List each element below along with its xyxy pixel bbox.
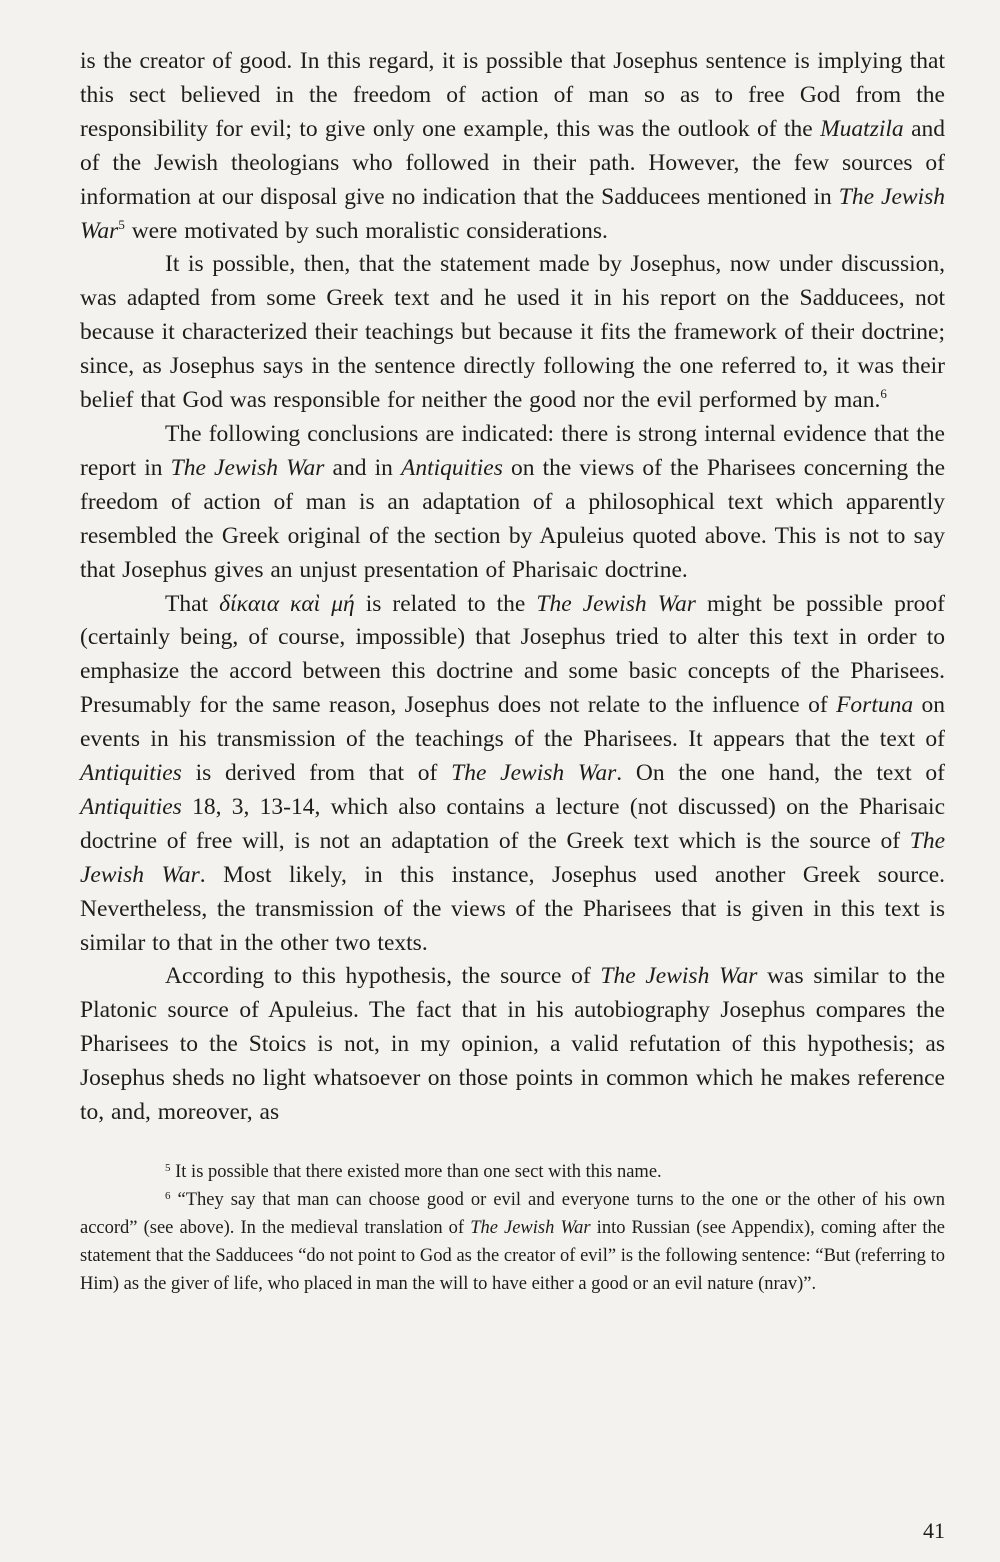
italic-text: δίκαια καὶ μή bbox=[219, 590, 355, 617]
text-run: . On the one hand, the text of bbox=[616, 760, 945, 787]
italic-text: Antiquities bbox=[401, 454, 503, 481]
footnote-marker: 6 bbox=[165, 1190, 171, 1202]
text-run: might be possible proof (certainly being, of course, impossible) that Josephus tried to alter this text in order to emphasize the accord between this doctrine and some basic concepts of the Pharisees. Presumably for the same reason, Josephus does not relate to the influence of bbox=[80, 590, 945, 719]
text-run: The following conclusions are indicated: there is strong internal evidence that the report in bbox=[80, 420, 945, 481]
text-run: It is possible that there existed more than one sect with this name. bbox=[170, 1162, 662, 1182]
text-run: . Most likely, in this instance, Josephus used another Greek source. Nevertheless, the transmission of the views of the Pharisees that is given in this text is similar to that in the other two texts. bbox=[80, 861, 945, 956]
body-text bbox=[80, 45, 945, 1130]
footnote-marker: 5 bbox=[118, 216, 125, 232]
text-run: is related to the bbox=[354, 590, 537, 617]
text-run: “They say that man can choose good or evil and everyone turns to the one or the other of his own accord” (see above). In the medieval translation of bbox=[80, 1190, 945, 1238]
paragraph bbox=[80, 588, 945, 961]
paragraph bbox=[80, 960, 945, 1130]
italic-text: Antiquities bbox=[80, 793, 182, 820]
text-run: were motivated by such moralistic considerations. bbox=[124, 217, 608, 244]
italic-text: The Jewish War bbox=[470, 1218, 591, 1238]
text-run: According to this hypothesis, the source of bbox=[165, 963, 601, 990]
italic-text: The Jewish War bbox=[600, 963, 758, 990]
footnote bbox=[80, 1158, 945, 1186]
text-run: on the views of the Pharisees concerning the freedom of action of man is an adaptation of a philosophical text which apparently resembled the Greek original of the section by Apuleius quoted above. This is not to say that Josephus gives an unjust presentation of Pharisaic doctrine. bbox=[80, 454, 946, 583]
text-run: and of the Jewish theologians who followed in their path. However, the few sources of information at our disposal give no indication that the Sadducees mentioned in bbox=[80, 115, 945, 210]
page-number: 41 bbox=[923, 1518, 945, 1543]
text-run: was similar to the Platonic source of Apuleius. The fact that in his autobiography Josephus compares the Pharisees to the Stoics is not, in my opinion, a valid refutation of this hypothesis; as Josephus sheds no light whatsoever on those points in common which he makes reference to, and, moreover, as bbox=[80, 963, 945, 1126]
paragraph bbox=[80, 418, 945, 588]
text-run: is the creator of good. In this regard, it is possible that Josephus sentence is implying that this sect believed in the freedom of action of man so as to free God from the responsibility for evil; to give only one example, this was the outlook of the bbox=[80, 48, 945, 142]
text-run: It is possible, then, that the statement made by Josephus, now under discussion, was adapted from some Greek text and he used it in his report on the Sadducees, not because it characterized their teachings but because it fits the framework of their doctrine; since, as Josephus says in the sentence directly following the one referred to, it was their belief that God was responsible for neither the good nor the evil performed by man. bbox=[80, 251, 945, 414]
italic-text: The Jewish War bbox=[80, 183, 946, 244]
text-run: and in bbox=[324, 454, 402, 481]
text-run: That bbox=[165, 590, 220, 617]
italic-text: Muatzila bbox=[820, 115, 904, 142]
text-run: is derived from that of bbox=[181, 760, 452, 787]
text-run: 18, 3, 13-14, which also contains a lecture (not discussed) on the Pharisaic doctrine of free will, is not an adaptation of the Greek text which is the source of bbox=[80, 793, 945, 854]
text-run: into Russian (see Appendix), coming after the statement that the Sadducees “do not point to God as the creator of evil” is the following sentence: “But (referring to Him) as the giver of life, who placed in man the will to have either a good or an evil nature (nrav)”. bbox=[80, 1218, 945, 1294]
footnote-marker: 6 bbox=[880, 386, 887, 402]
paragraph bbox=[80, 248, 945, 418]
italic-text: Fortuna bbox=[836, 692, 914, 719]
italic-text: The Jewish War bbox=[170, 454, 325, 481]
italic-text: The Jewish War bbox=[80, 827, 945, 888]
text-run: on events in his transmission of the teachings of the Pharisees. It appears that the text of bbox=[80, 692, 946, 753]
italic-text: Antiquities bbox=[80, 760, 182, 787]
footnotes bbox=[80, 1158, 945, 1298]
italic-text: The Jewish War bbox=[536, 590, 696, 617]
footnote-marker: 5 bbox=[165, 1162, 171, 1174]
footnote bbox=[80, 1186, 945, 1298]
paragraph bbox=[80, 45, 945, 248]
italic-text: The Jewish War bbox=[451, 760, 617, 787]
